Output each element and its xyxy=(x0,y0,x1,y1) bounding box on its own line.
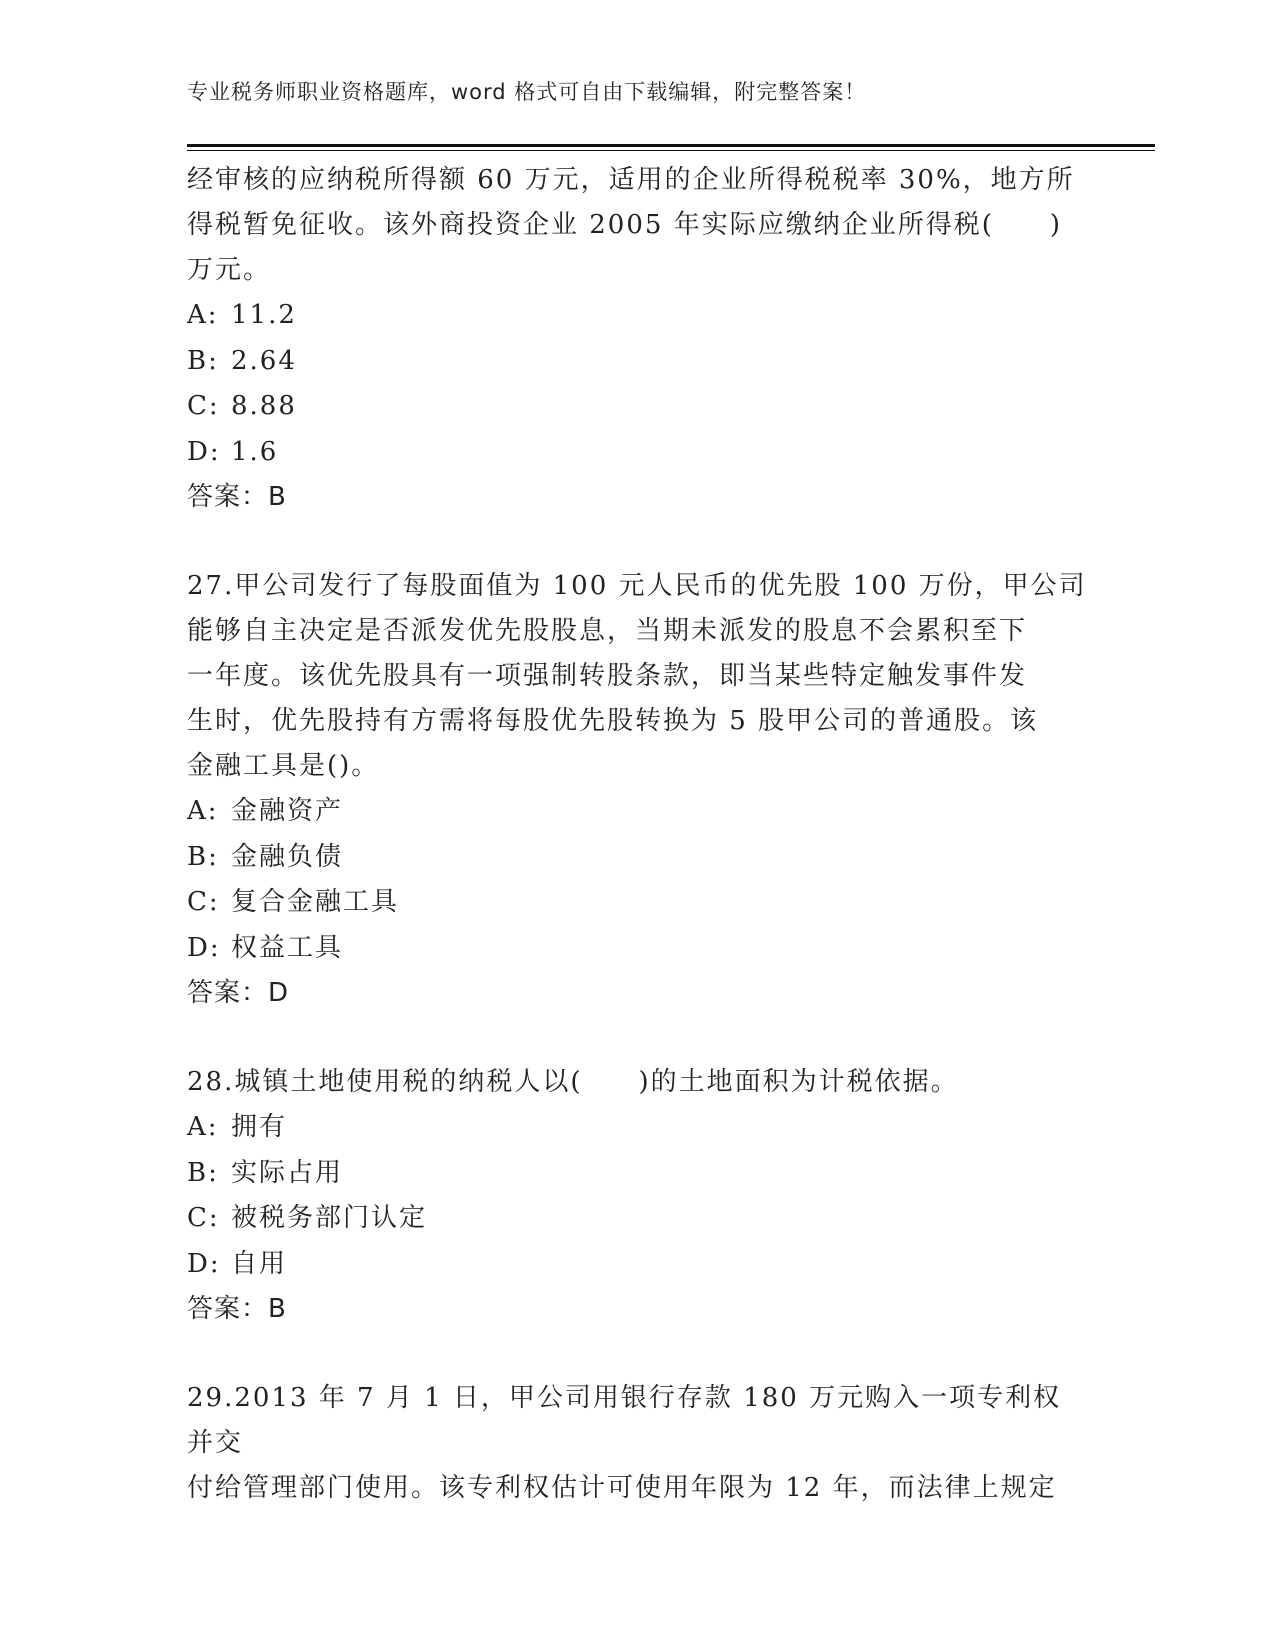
option-a: A: 金融资产 xyxy=(187,796,344,826)
option-c: C: 8.88 xyxy=(187,391,297,421)
answer-line: 答案：B xyxy=(187,482,287,512)
header-rule-thin xyxy=(187,150,1155,151)
option-b: B: 2.64 xyxy=(187,345,297,376)
answer-line: 答案：D xyxy=(187,978,290,1008)
question-stem-line: 一年度。该优先股具有一项强制转股条款，即当某些特定触发事件发 xyxy=(187,661,1028,691)
question-block xyxy=(187,1376,1087,1511)
option-d: D: 权益工具 xyxy=(187,932,344,963)
question-stem-line: 生时，优先股持有方需将每股优先股转换为 5 股甲公司的普通股。该 xyxy=(187,706,1039,736)
page-header: 专业税务师职业资格题库，word 格式可自由下载编辑，附完整答案！ xyxy=(187,80,867,104)
question-stem-line: 29.2013 年 7 月 1 日，甲公司用银行存款 180 万元购入一项专利权并交 xyxy=(187,1383,1062,1458)
question-block xyxy=(187,158,1087,520)
option-b: B: 金融负债 xyxy=(187,841,344,872)
question-stem-line: 金融工具是()。 xyxy=(187,751,380,781)
question-stem-line: 27.甲公司发行了每股面值为 100 元人民币的优先股 100 万份，甲公司 xyxy=(187,571,1087,601)
question-list xyxy=(187,158,1087,1511)
option-c: C: 被税务部门认定 xyxy=(187,1203,428,1233)
question-stem-line: 经审核的应纳税所得额 60 万元，适用的企业所得税税率 30%，地方所 xyxy=(187,165,1075,195)
option-d: D: 自用 xyxy=(187,1248,288,1279)
option-c: C: 复合金融工具 xyxy=(187,887,400,917)
question-block xyxy=(187,564,1087,1016)
option-a: A: 11.2 xyxy=(187,300,297,330)
question-stem-line: 得税暂免征收。该外商投资企业 2005 年实际应缴纳企业所得税( ) xyxy=(187,210,1062,240)
question-stem-line: 万元。 xyxy=(187,255,272,285)
option-d: D: 1.6 xyxy=(187,436,279,467)
question-stem-line: 付给管理部门使用。该专利权估计可使用年限为 12 年，而法律上规定 xyxy=(187,1473,1057,1503)
option-a: A: 拥有 xyxy=(187,1112,288,1142)
answer-line: 答案：B xyxy=(187,1294,287,1324)
option-b: B: 实际占用 xyxy=(187,1157,344,1188)
header-rule-thick xyxy=(187,144,1155,147)
question-stem-line: 28.城镇土地使用税的纳税人以( )的土地面积为计税依据。 xyxy=(187,1067,959,1097)
question-stem-line: 能够自主决定是否派发优先股股息，当期未派发的股息不会累积至下 xyxy=(187,616,1028,646)
question-block xyxy=(187,1060,1087,1332)
